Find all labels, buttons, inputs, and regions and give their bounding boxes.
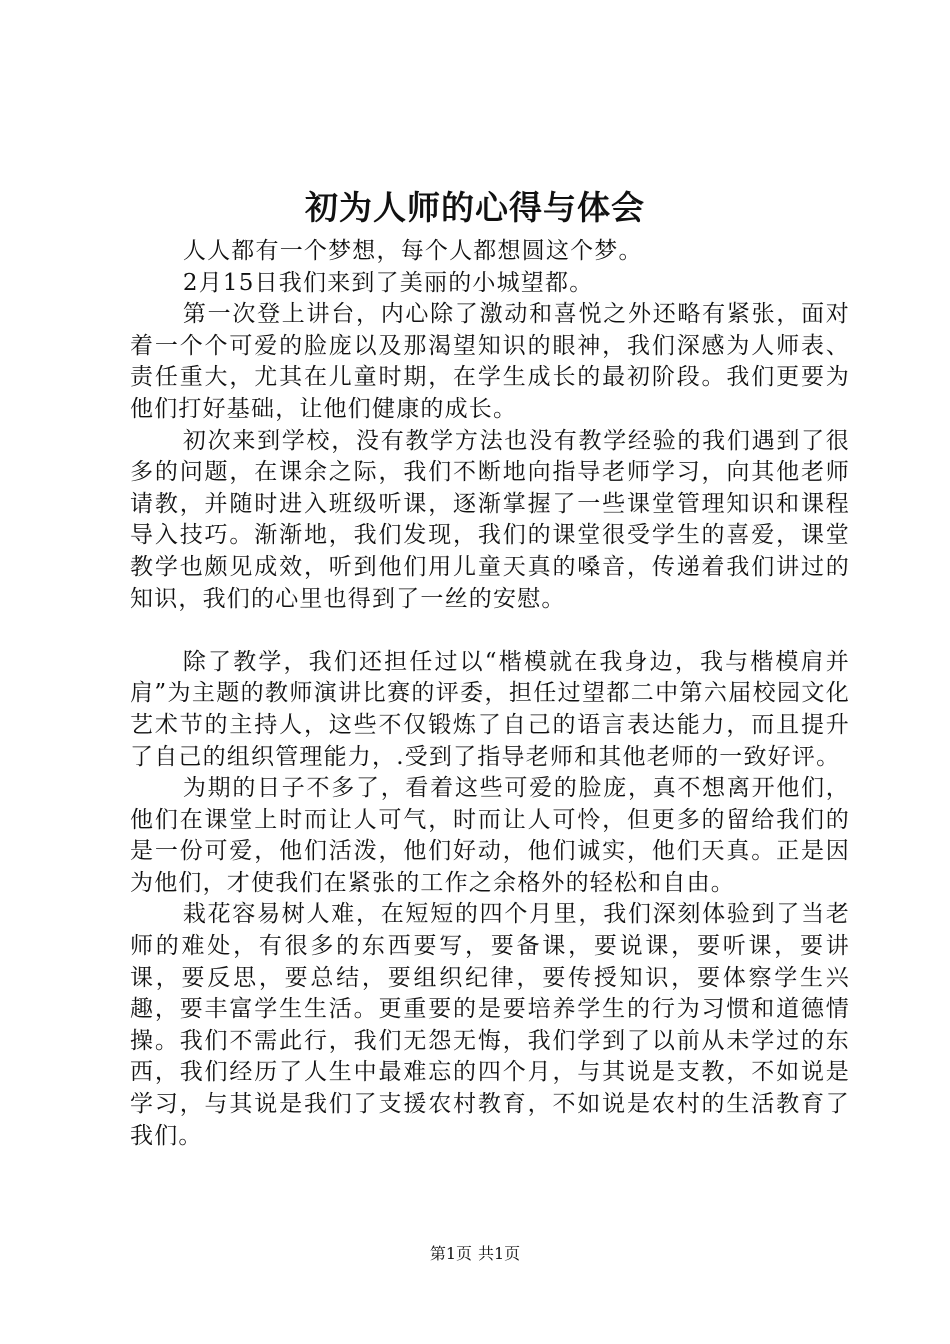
paragraph-farewell: 为期的日子不多了，看着这些可爱的脸庞，真不想离开他们，他们在课堂上时而让人可气，时而让人可怜，但更多的留给我们的是一份可爱，他们活泼，他们好动，他们诚实，他们天真。正是因为他们，才使我们在紧张的工作之余格外的轻松和自由。 (130, 775, 850, 896)
paragraph-dream: 人人都有一个梦想，每个人都想圆这个梦。 (182, 238, 643, 264)
document-body (130, 236, 850, 1152)
paragraph-reflection: 栽花容易树人难，在短短的四个月里，我们深刻体验到了当老师的难处，有很多的东西要写，要备课，要说课，要听课，要讲课，要反思，要总结，要组织纪律，要传授知识，要体察学生兴趣，要丰富学生生活。更重要的是要培养学生的行为习惯和道德情操。我们不需此行，我们无怨无悔，我们学到了以前从未学过的东西，我们经历了人生中最难忘的四个月，与其说是支教，不如说是学习，与其说是我们了支援农村教育，不如说是农村的生活教育了我们。 (130, 901, 850, 1149)
paragraph-learning: 初次来到学校，没有教学方法也没有教学经验的我们遇到了很多的问题，在课余之际，我们不断地向指导老师学习，向其他老师请教，并随时进入班级听课，逐渐掌握了一些课堂管理知识和课程导入技巧。渐渐地，我们发现，我们的课堂很受学生的喜爱，课堂教学也颇见成效，听到他们用儿童天真的嗓音，传递着我们讲过的知识，我们的心里也得到了一丝的安慰。 (130, 427, 850, 612)
paragraph-arrival: 2月15日我们来到了美丽的小城望都。 (182, 269, 594, 296)
page-footer (0, 1242, 950, 1266)
page-title: 初为人师的心得与体会 (305, 188, 645, 227)
paragraph-first-class: 第一次登上讲台，内心除了激动和喜悦之外还略有紧张，面对着一个个可爱的脸庞以及那渴望知识的眼神，我们深感为人师表、责任重大，尤其在儿童时期，在学生成长的最初阶段。我们更要为他们打好基础，让他们健康的成长。 (130, 301, 850, 422)
paragraph-activities: 除了教学，我们还担任过以“楷模就在我身边，我与楷模肩并肩”为主题的教师演讲比赛的评委，担任过望都二中第六届校园文化艺术节的主持人，这些不仅锻炼了自己的语言表达能力，而且提升了自己的组织管理能力，.受到了指导老师和其他老师的一致好评。 (130, 648, 850, 770)
page-total: 共1页 (478, 1244, 521, 1263)
page-number: 第1页 (429, 1244, 472, 1263)
